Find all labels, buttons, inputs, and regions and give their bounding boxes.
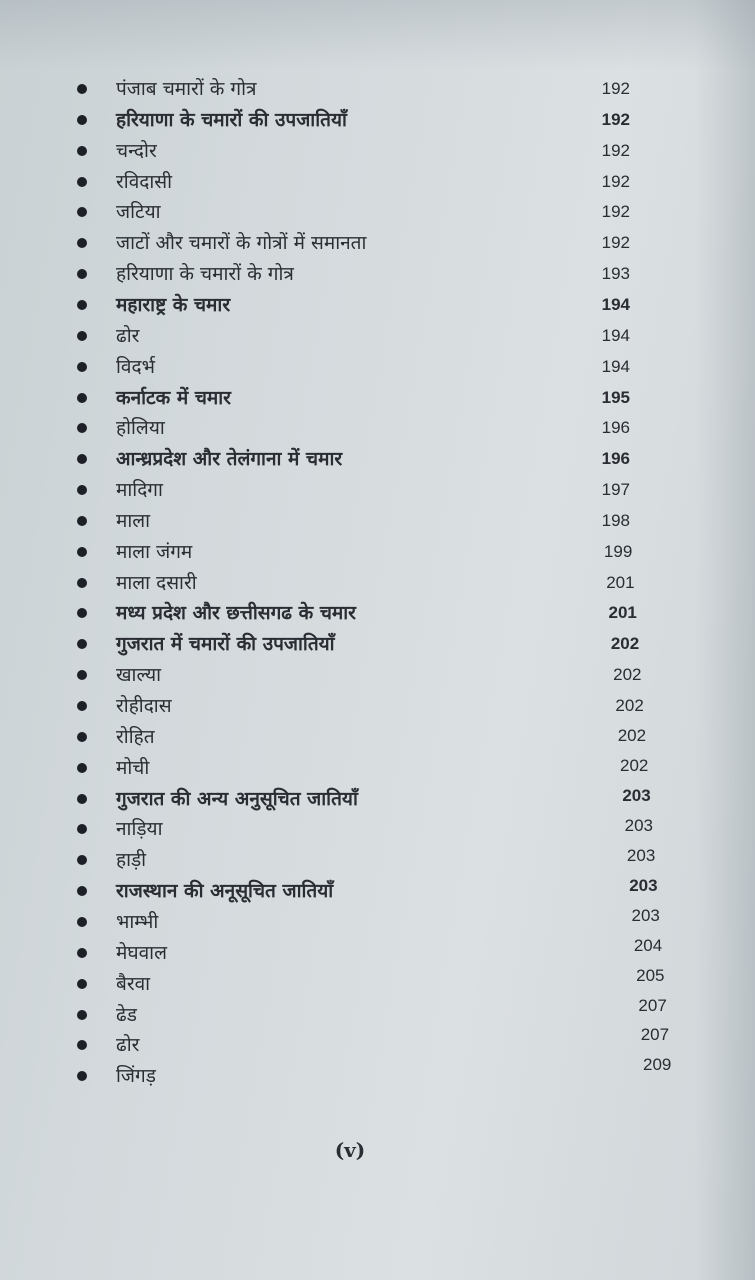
bullet-icon (77, 608, 87, 618)
bullet-icon (77, 269, 87, 279)
bullet-icon (77, 639, 87, 649)
bullet-icon (77, 238, 87, 248)
toc-entry (70, 814, 680, 844)
toc-entry-page: 193 (601, 264, 630, 284)
toc-entry (70, 259, 680, 289)
bullet-icon (77, 763, 87, 773)
toc-entry-title: होलिया (116, 417, 165, 440)
bullet-icon (77, 547, 87, 557)
toc-entry (70, 629, 680, 659)
bullet-icon (77, 362, 87, 372)
bullet-icon (77, 300, 87, 310)
bullet-icon (77, 207, 87, 217)
bullet-icon (77, 1010, 87, 1020)
toc-entry-page: 192 (601, 109, 630, 129)
toc-entry-title: नाड़िया (116, 818, 163, 841)
toc-entry (70, 1025, 680, 1060)
toc-entry-title: माला दसारी (116, 571, 197, 594)
toc-entry (70, 352, 680, 382)
toc-entry-title: भाम्भी (116, 910, 159, 933)
toc-entry (70, 907, 680, 937)
toc-entry-page: 201 (606, 572, 635, 592)
toc-entry-title: मोची (116, 756, 150, 779)
toc-entry-title: जटिया (116, 201, 161, 224)
toc-entry-title: ढोर (116, 1034, 140, 1057)
toc-entry-page: 202 (613, 665, 642, 685)
toc-entry-page: 207 (638, 995, 667, 1015)
toc-entry (70, 105, 680, 135)
toc-entry-title: आन्ध्रप्रदेश और तेलंगाना में चमार (116, 448, 343, 471)
bullet-icon (77, 1040, 87, 1050)
bullet-icon (77, 578, 87, 588)
toc-entry (70, 876, 680, 906)
toc-entry (70, 845, 680, 875)
toc-entry (70, 935, 680, 968)
toc-entry-page: 202 (615, 696, 644, 715)
toc-entry-page: 196 (601, 449, 630, 469)
toc-entry-title: गुजरात की अन्य अनुसूचित जातियाँ (116, 787, 358, 810)
toc-entry (70, 784, 680, 814)
toc-entry-page: 195 (601, 387, 630, 407)
toc-entry (70, 598, 680, 628)
bullet-icon (77, 454, 87, 464)
bullet-icon (77, 146, 87, 156)
toc-entry-title: महाराष्ट्र के चमार (116, 293, 231, 316)
bullet-icon (77, 177, 87, 187)
toc-entry (70, 753, 680, 783)
toc-entry-title: बैरवा (116, 972, 151, 995)
toc-entry-title: खाल्या (116, 664, 162, 687)
bullet-icon (77, 115, 87, 125)
toc-entry-title: पंजाब चमारों के गोत्र (116, 78, 257, 100)
toc-entry (70, 1055, 680, 1091)
toc-entry-title: जाटों और चमारों के गोत्रों में समानता (116, 232, 367, 255)
toc-entry (70, 568, 680, 598)
toc-entry-page: 202 (610, 634, 640, 654)
bullet-icon (77, 855, 87, 865)
bullet-icon (77, 886, 87, 896)
toc-entry-page: 196 (601, 418, 630, 438)
toc-entry-page: 207 (640, 1025, 670, 1045)
toc-entry (70, 660, 680, 690)
toc-entry (70, 506, 680, 536)
bullet-icon (77, 917, 87, 927)
toc-entry-page: 192 (601, 140, 630, 160)
toc-entry (70, 722, 680, 752)
toc-entry-page: 203 (622, 785, 651, 805)
bullet-icon (77, 331, 87, 341)
toc-entry-title: जिंगड़ (116, 1065, 156, 1088)
bullet-icon (77, 84, 87, 94)
toc-entry-page: 201 (608, 603, 637, 623)
toc-entry-title: मध्य प्रदेश और छत्तीसगढ के चमार (116, 602, 356, 625)
toc-entry (70, 136, 680, 166)
toc-entry-title: मादिगा (116, 479, 163, 502)
toc-entry-page: 194 (601, 294, 630, 314)
toc-entry (70, 197, 680, 227)
toc-entry-page: 197 (601, 480, 630, 500)
toc-entry (70, 691, 680, 721)
toc-entry-page: 205 (636, 965, 665, 985)
bullet-icon (77, 794, 87, 804)
bullet-icon (77, 393, 87, 403)
toc-entry (70, 383, 680, 413)
toc-entry-page: 192 (601, 202, 630, 222)
toc-entry-title: ढेड (116, 1003, 137, 1026)
page-folio: (v) (334, 1138, 366, 1162)
bullet-icon (77, 485, 87, 495)
bullet-icon (77, 516, 87, 526)
toc-entry-title: गुजरात में चमारों की उपजातियाँ (116, 633, 335, 656)
bullet-icon (77, 824, 87, 834)
toc-entry-title: विदर्भ (116, 355, 155, 378)
toc-entry (70, 321, 680, 351)
toc-entry-page: 192 (601, 171, 630, 191)
toc-entry-title: मेघवाल (116, 941, 167, 964)
toc-entry-title: माला (116, 509, 151, 532)
bullet-icon (77, 670, 87, 680)
toc-entry (70, 74, 680, 104)
bullet-icon (77, 948, 87, 958)
toc-entry-title: रोहीदास (116, 695, 172, 717)
toc-entry-page: 199 (603, 541, 633, 561)
toc-entry-title: राजस्थान की अनूसूचित जातियाँ (116, 880, 334, 903)
toc-entry-page: 203 (626, 845, 656, 865)
toc-entry-title: कर्नाटक में चमार (116, 386, 231, 409)
toc-entry (70, 537, 680, 567)
toc-entry-title: ढोर (116, 324, 140, 347)
toc-entry (70, 167, 680, 197)
toc-entry-page: 209 (643, 1055, 672, 1075)
toc-entry-title: रविदासी (116, 170, 173, 193)
toc-entry (70, 228, 680, 258)
toc-entry-page: 194 (601, 356, 630, 376)
bullet-icon (77, 1071, 87, 1081)
toc-entry-page: 192 (601, 233, 630, 253)
toc-entry-title: चन्दोर (116, 139, 157, 162)
toc-entry-page: 194 (601, 325, 630, 345)
bullet-icon (77, 979, 87, 989)
toc-entry (70, 413, 680, 443)
bullet-icon (77, 701, 87, 711)
toc-entry-page: 192 (601, 79, 630, 98)
toc-entry-page: 202 (617, 725, 647, 745)
toc-entry (70, 290, 680, 320)
toc-entry-page: 203 (629, 875, 658, 895)
toc-entry-title: माला जंगम (116, 540, 193, 563)
bullet-icon (77, 732, 87, 742)
toc-entry-title: हरियाणा के चमारों की उपजातियाँ (116, 108, 347, 131)
toc-entry (70, 444, 680, 474)
toc-entry-title: हाड़ी (116, 849, 147, 872)
toc-entry-page: 203 (631, 905, 660, 925)
toc-entry (70, 965, 680, 999)
toc-entry-page: 198 (601, 510, 630, 530)
toc-entry (70, 995, 680, 1030)
toc-entry-page: 204 (633, 935, 663, 955)
toc-entry-title: हरियाणा के चमारों के गोत्र (116, 263, 294, 286)
toc-entry-page: 202 (620, 755, 649, 775)
toc-entry (70, 475, 680, 505)
bullet-icon (77, 423, 87, 433)
toc-entry-page: 203 (624, 815, 653, 835)
toc-entry-title: रोहित (116, 725, 155, 748)
